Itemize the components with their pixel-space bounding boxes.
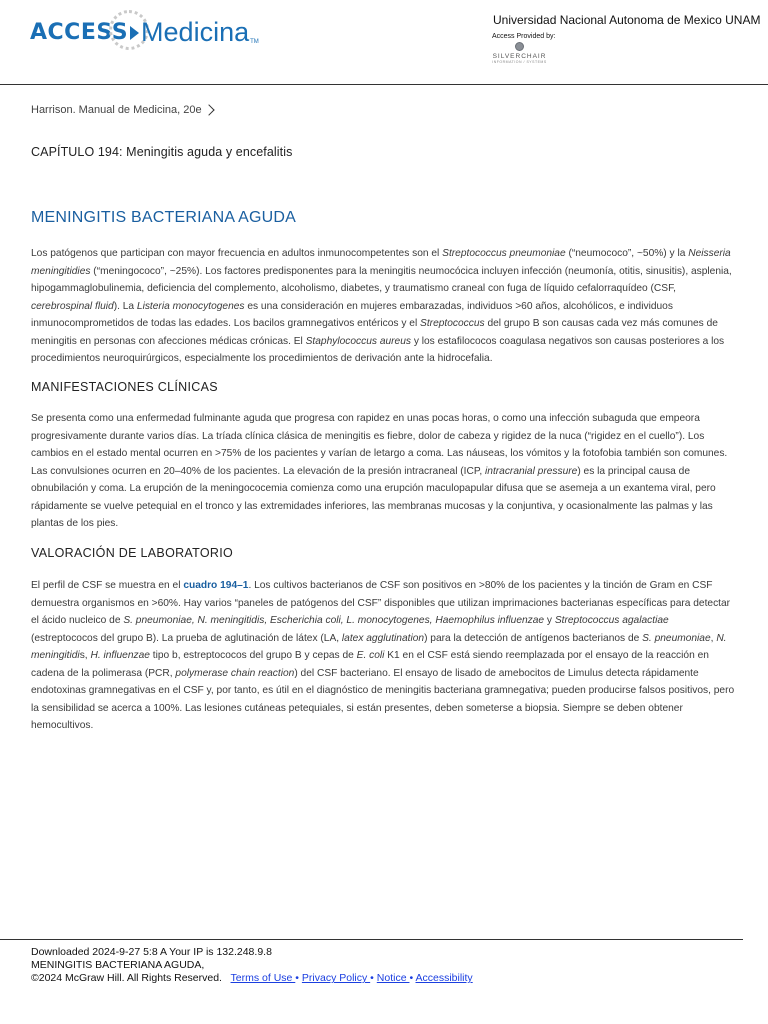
breadcrumb[interactable] bbox=[31, 104, 213, 116]
subheading-laboratory: VALORACIÓN DE LABORATORIO bbox=[31, 546, 233, 560]
chapter-title: CAPÍTULO 194: Meningitis aguda y encefalitis bbox=[31, 145, 293, 159]
provider-subtitle: INFORMATION / SYSTEMS bbox=[492, 60, 547, 64]
accessmedicina-logo[interactable] bbox=[30, 14, 259, 50]
footer-links-row bbox=[31, 972, 473, 985]
subheading-clinical: MANIFESTACIONES CLÍNICAS bbox=[31, 380, 218, 394]
access-provided-label: Access Provided by: bbox=[492, 33, 556, 40]
chevron-right-icon bbox=[203, 104, 214, 115]
page-header bbox=[0, 0, 768, 85]
terms-of-use-link[interactable]: Terms of Use bbox=[230, 972, 296, 985]
footer-chapter-title: MENINGITIS BACTERIANA AGUDA, bbox=[31, 959, 205, 972]
separator-bullet: • bbox=[409, 972, 414, 985]
provider-name: SILVERCHAIR bbox=[492, 53, 547, 60]
copyright-text: ©2024 McGraw Hill. All Rights Reserved. bbox=[31, 972, 222, 985]
footer-text bbox=[31, 946, 473, 986]
paragraph-laboratory: El perfil de CSF se muestra en el cuadro 194–1. Los cultivos bacterianos de CSF son positivos en >80% de los pacientes y la tinción de Gram en CSF demuestra organismos en >60%. Hay varios “paneles de patógenos del CSF” disponibles que utilizan imprimaciones bacterianas específicas para detectar el ácido nucleico de S. pneumoniae, N. meningitidis, Escherichia coli, L. monocytogenes, Haemophilus influenzae y Streptococcus agalactiae (estreptococos del grupo B). La prueba de aglutinación de látex (LA, latex agglutination) para la detección de antígenos bacterianos de S. pneumoniae, N. meningitidis, H. influenzae tipo b, estreptococos del grupo B y cepas de E. coli K1 en el CSF está siendo reemplazada por el ensayo de la reacción en cadena de la polimerasa (PCR, polymerase chain reaction) del CSF bacteriano. El ensayo de lisado de amebocitos de Limulus detecta rápidamente endotoxinas gramnegativas en el CSF y, por tanto, es útil en el diagnóstico de meningitis bacteriana gramnegativa; pueden producirse falsos positivos, pero la sensibilidad se acerca a 100%. Las lesiones cutáneas petequiales, si están presentes, deben someterse a biopsia. Siempre se deben obtener hemocultivos. bbox=[31, 580, 735, 731]
section-title: MENINGITIS BACTERIANA AGUDA bbox=[31, 209, 297, 226]
paragraph-clinical: Se presenta como una enfermedad fulminante aguda que progresa con rapidez en unas pocas horas, o como una infección subaguda que empeora progresivamente durante varios días. La tríada clínica clásica de meningitis es fiebre, dolor de cabeza y rigidez de la nuca (“rigidez en el cuello”). Los cambios en el estado mental ocurren en >75% de los pacientes y varían de letargo a coma. Las náuseas, los vómitos y la fotofobia también son comunes. Las convulsiones ocurren en 20–40% de los pacientes. La elevación de la presión intracraneal (ICP, intracranial pressure) es la principal causa de obnubilación y coma. La erupción de la meningococemia comienza como una erupción maculopapular difusa que se asemeja a un exantema viral, pero rápidamente se vuelve petequial en el tronco y las extremidades inferiores, las membranas mucosas y la conjuntiva, y ocasionalmente las palmas y las plantas de los pies. bbox=[31, 413, 728, 529]
breadcrumb-book[interactable]: Harrison. Manual de Medicina, 20e bbox=[31, 104, 202, 116]
notice-link[interactable]: Notice bbox=[376, 972, 410, 985]
table-link-cuadro-194-1[interactable]: cuadro 194–1 bbox=[183, 580, 249, 591]
page-footer bbox=[0, 939, 743, 985]
privacy-policy-link[interactable]: Privacy Policy bbox=[301, 972, 371, 985]
download-info: Downloaded 2024-9-27 5:8 A Your IP is 132.248.9.8 bbox=[31, 946, 272, 958]
logo-trademark: TM bbox=[250, 39, 259, 45]
globe-icon bbox=[515, 42, 524, 51]
logo-medicina-text: Medicina bbox=[141, 16, 250, 47]
accessibility-link[interactable]: Accessibility bbox=[415, 972, 473, 985]
logo-access-text: ACCESS bbox=[30, 19, 129, 45]
silverchair-logo bbox=[492, 42, 547, 64]
separator-bullet: • bbox=[295, 972, 299, 985]
institution-name: Universidad Nacional Autonoma de Mexico UNAM bbox=[493, 13, 761, 27]
separator-bullet: • bbox=[370, 972, 374, 985]
paragraph-etiology: Los patógenos que participan con mayor frecuencia en adultos inmunocompetentes son el Streptococcus pneumoniae (“neumococo”, ~50%) y la Neisseria meningitidies (“meningococo”, ~25%). Los factores predisponentes para la meningitis neumocócica incluyen infección (neumonía, otitis, sinusitis), asplenia, hipogammaglobulinemia, deficiencia del complemento, alcoholismo, diabetes, y traumatismo craneal con fuga de líquido cefalorraquídeo (CSF, cerebrospinal fluid). La Listeria monocytogenes es una consideración en mujeres embarazadas, individuos >60 años, alcohólicos, e individuos inmunocomprometidos de todas las edades. Los bacilos gramnegativos entéricos y el Streptococcus del grupo B son causas cada vez más comunes de meningitis en personas con afecciones médicas crónicas. El Staphylococcus aureus y los estafilococos coagulasa negativos son causas posteriores a los procedimientos neuroquirúrgicos, especialmente los procedimientos de derivación ante la hidrocefalia. bbox=[31, 248, 732, 364]
